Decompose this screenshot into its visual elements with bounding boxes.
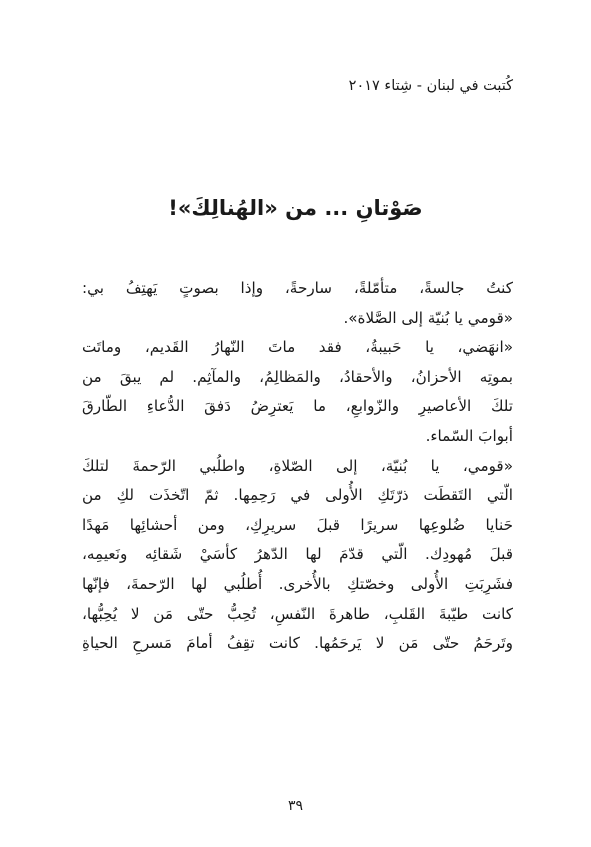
text-line: قبلَ مُهودِك. الّتي قدّمَ لها الدّهرُ كأسَيْ شَقائِه ونَعيمِه،	[82, 545, 513, 564]
text-line: الّتي التَقطَت ذرّتَكِ الأُولى في رَحِمِها. ثمّ اتّخذَت لكِ من	[82, 486, 513, 505]
text-line: بموتِه الأحزانُ، والأحقادُ، والمَظالِمُ، والمآثِم. لم يبقَ من	[82, 367, 513, 386]
page-number: ٣٩	[287, 798, 304, 814]
text-line: «قومي يا بُنيّة إلى الصَّلاة».	[343, 308, 513, 327]
text-line: «قومي، يا بُنيّة، إلى الصّلاةِ، واطلُبي الرّحمةَ لتلكَ	[82, 456, 513, 475]
header-note: كُتبت في لبنان - شِتاء ٢٠١٧	[348, 78, 513, 94]
text-line: كنتُ جالسةً، متأمّلةً، سارحةً، وإذا بصوتٍ يَهتِفُ بي:	[82, 279, 513, 297]
text-line: حَنايا ضُلوعِها سريرًا قبلَ سريرِكِ، ومن أحشائِها مَهدًا	[82, 515, 513, 534]
text-line: كانت طيّبةَ القَلبِ، طاهرةَ النّفسِ، تُحِبُّ حتّى مَن لا يُحِبُّها،	[82, 604, 513, 623]
text-line: وتَرحَمُ حتّى مَن لا يَرحَمُها. كانت تقِفُ أمامَ مَسرحِ الحياةِ	[82, 634, 513, 653]
text-line: «انهَضي، يا حَبيبةُ، فقد ماتَ النّهارُ القَديم، وماتَت	[82, 338, 513, 357]
text-line: فشَرِبَتِ الأُولى وخصّتكِ بالأُخرى. أُطلُبي لها الرّحمةَ، فإنّها	[82, 574, 513, 593]
body-text	[82, 274, 513, 659]
text-line: أبوابَ السّماء.	[425, 426, 513, 445]
chapter-title: صَوْتانِ ... من «الهُنالِكَ»!	[168, 196, 423, 220]
text-line: تلكَ الأعاصيرِ والزّوابعِ، ما يَعترِضُ دَفقَ الدُّعاءِ الطّارقَ	[82, 397, 513, 416]
